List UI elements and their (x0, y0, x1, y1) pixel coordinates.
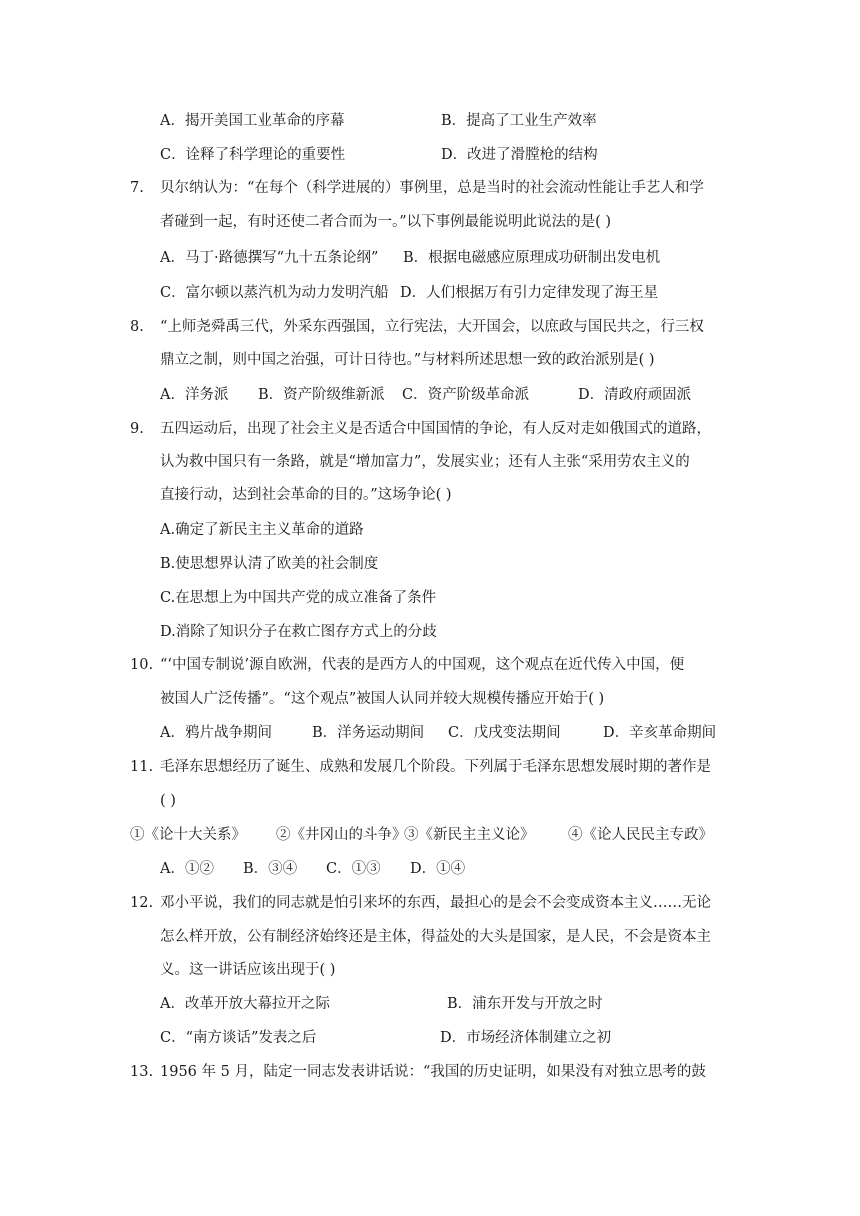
q8-option-c: C．资产阶级革命派 (402, 387, 530, 403)
q11-option-d: D．①④ (410, 861, 466, 877)
q7-option-c: C．富尔顿以蒸汽机为动力发明汽船 (160, 285, 389, 301)
q9-number: 9. (130, 421, 144, 437)
q7-number: 7. (130, 180, 144, 196)
q6-option-c: C．诠释了科学理论的重要性 (160, 147, 346, 163)
q12-option-b: B．浦东开发与开放之时 (447, 996, 603, 1012)
q10-number: 10. (130, 657, 154, 673)
q11-stem-line-2: ( ) (160, 793, 176, 809)
q11-work-2: ②《井冈山的斗争》 (276, 827, 407, 843)
q9-stem-line-3: 直接行动，达到社会革命的目的。”这场争论( ) (160, 487, 452, 503)
q11-option-c: C．①③ (326, 861, 381, 877)
q7-option-a: A．马丁·路德撰写“九十五条论纲” (160, 250, 379, 266)
q10-option-d: D．辛亥革命期间 (603, 725, 717, 741)
q12-option-d: D．市场经济体制建立之初 (440, 1030, 612, 1046)
q8-stem-line-1: “上师尧舜禹三代，外采东西强国，立行宪法，大开国会，以庶政与国民共之，行三权 (160, 319, 704, 335)
q10-option-a: A．鸦片战争期间 (160, 725, 272, 741)
q9-option-b: B.使思想界认清了欧美的社会制度 (160, 556, 379, 572)
q6-option-b: B．提高了工业生产效率 (441, 113, 597, 129)
q9-option-a: A.确定了新民主主义革命的道路 (160, 522, 364, 538)
q12-stem-line-3: 义。这一讲话应该出现于( ) (160, 962, 336, 978)
q11-work-1: ①《论十大关系》 (130, 827, 246, 843)
q11-number: 11. (130, 759, 154, 775)
q8-option-b: B．资产阶级维新派 (258, 387, 385, 403)
q9-stem-line-2: 认为救中国只有一条路，就是“增加富力”，发展实业；还有人主张“采用劳农主义的 (160, 454, 690, 470)
q8-stem-line-2: 鼎立之制，则中国之治强，可计日待也。”与材料所述思想一致的政治派别是( ) (160, 352, 655, 368)
q7-option-b: B．根据电磁感应原理成功研制出发电机 (403, 250, 661, 266)
q13-number: 13. (130, 1064, 154, 1080)
q7-option-d: D．人们根据万有引力定律发现了海王星 (400, 285, 659, 301)
q7-stem-line-1: 贝尔纳认为：“在每个（科学进展的）事例里，总是当时的社会流动性能让手艺人和学 (160, 180, 704, 196)
q8-option-a: A．洋务派 (160, 387, 229, 403)
q10-option-c: C．戊戌变法期间 (448, 725, 561, 741)
q12-stem-line-2: 怎么样开放，公有制经济始终还是主体，得益处的大头是国家，是人民，不会是资本主 (160, 929, 711, 945)
q8-number: 8. (130, 319, 144, 335)
q9-option-d: D.消除了知识分子在救亡图存方式上的分歧 (160, 624, 437, 640)
q7-stem-line-2: 者碰到一起，有时还使二者合而为一。”以下事例最能说明此说法的是( ) (160, 214, 612, 230)
q10-stem-line-2: 被国人广泛传播”。“这个观点”被国人认同并较大规模传播应开始于( ) (160, 691, 605, 707)
q11-option-b: B．③④ (243, 861, 298, 877)
q8-option-d: D．清政府顽固派 (578, 387, 692, 403)
q13-stem-line-1: 1956 年 5 月，陆定一同志发表讲话说：“我国的历史证明，如果没有对独立思考的鼓 (160, 1064, 706, 1080)
q12-number: 12. (130, 895, 154, 911)
q10-option-b: B．洋务运动期间 (312, 725, 425, 741)
q10-stem-line-1: “‘中国专制说’源自欧洲，代表的是西方人的中国观，这个观点在近代传入中国，便 (160, 657, 685, 673)
q9-stem-line-1: 五四运动后，出现了社会主义是否适合中国国情的争论，有人反对走如俄国式的道路， (160, 421, 711, 437)
q12-option-c: C．“南方谈话”发表之后 (160, 1030, 317, 1046)
q9-option-c: C.在思想上为中国共产党的成立准备了条件 (160, 590, 437, 606)
q6-option-d: D．改进了滑膛枪的结构 (441, 147, 598, 163)
q12-option-a: A．改革开放大幕拉开之际 (160, 996, 330, 1012)
q11-option-a: A．①② (160, 861, 214, 877)
q6-option-a: A．揭开美国工业革命的序幕 (160, 113, 345, 129)
q11-work-3: ③《新民主主义论》 (404, 827, 535, 843)
q12-stem-line-1: 邓小平说，我们的同志就是怕引来坏的东西，最担心的是会不会变成资本主义……无论 (160, 895, 711, 911)
q11-stem-line-1: 毛泽东思想经历了诞生、成熟和发展几个阶段。下列属于毛泽东思想发展时期的著作是 (160, 759, 711, 775)
q11-work-4: ④《论人民民主专政》 (568, 827, 713, 843)
